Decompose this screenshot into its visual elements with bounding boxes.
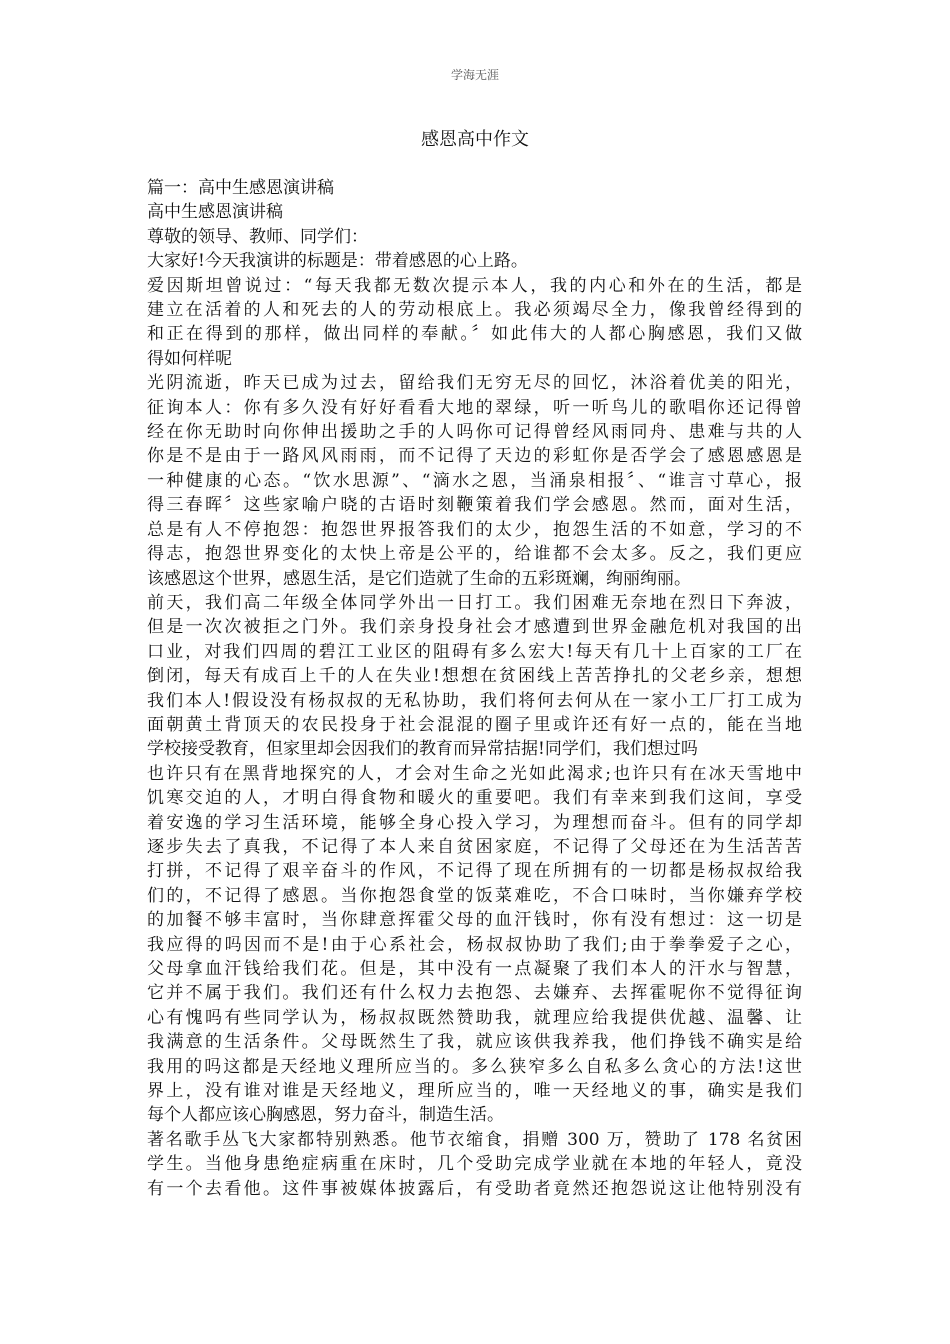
text-line: 得三春晖〞这些家喻户晓的古语时刻鞭策着我们学会感恩。然而，面对生活， bbox=[147, 495, 802, 516]
text-line: 篇一：高中生感恩演讲稿 bbox=[147, 178, 334, 198]
text-line: 总是有人不停抱怨：抱怨世界报答我们的太少，抱怨生活的不如意，学习的不 bbox=[147, 519, 802, 540]
text-line: 逐步失去了真我，不记得了本人来自贫困家庭，不记得了父母还在为生活苦苦 bbox=[147, 836, 802, 857]
text-line: 有一个去看他。这件事被媒体披露后，有受助者竟然还抱怨说这让他特别没有 bbox=[147, 1178, 802, 1199]
text-line: 你是不是由于一路风风雨雨，而不记得了天边的彩虹你是否学会了感恩感恩是 bbox=[147, 446, 802, 467]
text-line: 但是一次次被拒之门外。我们亲身投身社会才感遭到世界金融危机对我国的出 bbox=[147, 617, 802, 638]
text-line: 倒闭，每天有成百上千的人在失业!想想在贫困线上苦苦挣扎的父老乡亲，想想 bbox=[147, 666, 802, 687]
text-line: 心有愧吗有些同学认为，杨叔叔既然赞助我，就理应给我提供优越、温馨、让 bbox=[147, 1007, 802, 1028]
text-line: 光阴流逝，昨天已成为过去，留给我们无穷无尽的回忆，沐浴着优美的阳光， bbox=[147, 373, 802, 394]
document-body bbox=[147, 176, 802, 1201]
text-line: 著名歌手丛飞大家都特别熟悉。他节衣缩食，捐赠 300 万，赞助了 178 名贫困 bbox=[147, 1129, 802, 1150]
text-line: 每个人都应该心胸感恩，努力奋斗，制造生活。 bbox=[147, 1105, 504, 1126]
text-line: 爱因斯坦曾说过：“每天我都无数次提示本人，我的内心和外在的生活，都是 bbox=[147, 275, 802, 296]
text-line: 的加餐不够丰富时，当你肆意挥霍父母的血汗钱时，你有没有想过：这一切是 bbox=[147, 910, 802, 931]
text-line: 它并不属于我们。我们还有什么权力去抱怨、去嫌弃、去挥霍呢你不觉得征询 bbox=[147, 983, 802, 1004]
text-line: 学生。当他身患绝症病重在床时，几个受助完成学业就在本地的年轻人，竟没 bbox=[147, 1154, 802, 1175]
text-line: 和正在得到的那样，做出同样的奉献。〞如此伟大的人都心胸感恩，我们又做 bbox=[147, 324, 802, 345]
text-line: 我应得的吗因而不是!由于心系社会，杨叔叔协助了我们;由于拳拳爱子之心， bbox=[147, 934, 802, 955]
text-line: 尊敬的领导、教师、同学们： bbox=[147, 226, 368, 247]
text-line: 建立在活着的人和死去的人的劳动根底上。我必须竭尽全力，像我曾经得到的 bbox=[147, 300, 802, 321]
text-line: 前天，我们高二年级全体同学外出一日打工。我们困难无奈地在烈日下奔波， bbox=[147, 592, 802, 613]
page-header: 学海无涯 bbox=[450, 68, 499, 82]
text-line: 口业，对我们四周的碧江工业区的阻碍有多么宏大!每天有几十上百家的工厂在 bbox=[147, 641, 802, 662]
text-line: 界上，没有谁对谁是天经地义，理所应当的，唯一天经地义的事，确实是我们 bbox=[147, 1081, 802, 1102]
text-line: 父母拿血汗钱给我们花。但是，其中没有一点凝聚了我们本人的汗水与智慧， bbox=[147, 959, 802, 979]
text-line: 得如何样呢 bbox=[147, 348, 232, 369]
text-line: 一种健康的心态。“饮水思源”、“滴水之恩，当涌泉相报〞、“谁言寸草心，报 bbox=[147, 470, 802, 491]
document-title: 感恩高中作文 bbox=[421, 129, 529, 150]
text-line: 我用的吗这都是天经地义理所应当的。多么狭窄多么自私多么贪心的方法!这世 bbox=[147, 1056, 802, 1077]
text-line: 着安逸的学习生活环境，能够全身心投入学习，为理想而奋斗。但有的同学却 bbox=[147, 812, 802, 833]
text-line: 学校接受教育，但家里却会因我们的教育而异常拮据!同学们，我们想过吗 bbox=[147, 739, 698, 760]
text-line: 征询本人：你有多久没有好好看看大地的翠绿，听一听鸟儿的歌唱你还记得曾 bbox=[147, 397, 802, 418]
text-line: 我满意的生活条件。父母既然生了我，就应该供我养我，他们挣钱不确实是给 bbox=[147, 1032, 802, 1053]
text-line: 也许只有在黑背地探究的人，才会对生命之光如此渴求;也许只有在冰天雪地中 bbox=[147, 763, 802, 784]
text-line: 面朝黄土背顶天的农民投身于社会混混的圈子里或许还有好一点的，能在当地 bbox=[147, 714, 802, 735]
text-line: 经在你无助时向你伸出援助之手的人吗你可记得曾经风雨同舟、患难与共的人 bbox=[147, 422, 802, 443]
text-line: 大家好!今天我演讲的标题是：带着感恩的心上路。 bbox=[147, 251, 528, 272]
text-line: 们的，不记得了感恩。当你抱怨食堂的饭菜难吃，不合口味时，当你嫌弃学校 bbox=[147, 885, 802, 906]
text-line: 该感恩这个世界，感恩生活，是它们造就了生命的五彩斑斓，绚丽绚丽。 bbox=[147, 568, 691, 589]
text-line: 高中生感恩演讲稿 bbox=[147, 202, 283, 223]
text-line: 饥寒交迫的人，才明白得食物和暖火的重要吧。我们有幸来到我们这间，享受 bbox=[147, 788, 802, 809]
text-line: 打拼，不记得了艰辛奋斗的作风，不记得了现在所拥有的一切都是杨叔叔给我 bbox=[147, 861, 802, 882]
text-line: 得志，抱怨世界变化的太快上帝是公平的，给谁都不会太多。反之，我们更应 bbox=[147, 544, 802, 565]
text-line: 我们本人!假设没有杨叔叔的无私协助，我们将何去何从在一家小工厂打工成为 bbox=[147, 690, 802, 711]
